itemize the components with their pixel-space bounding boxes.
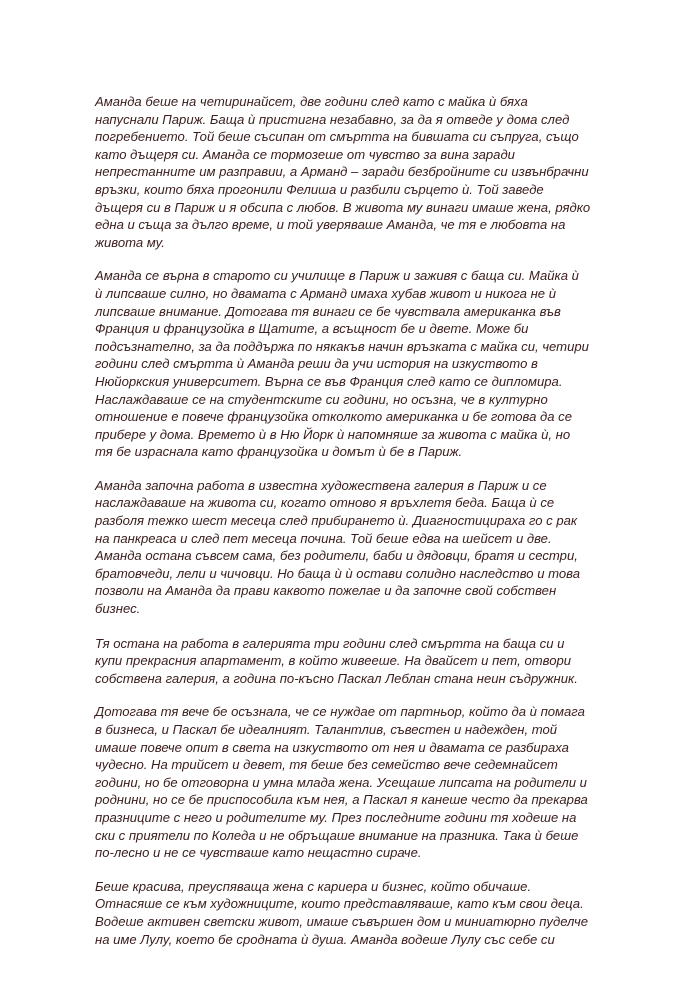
paragraph-5: Дотогава тя вече бе осъзнала, че се нуждае от партньор, който да ѝ помага в бизнеса, и Паскал бе идеалният. Талантлив, съвестен и надежден, той имаше повече опит в света на изкуството от нея и двамата се разбираха чудесно. На трийсет и девет, тя беше без семейство вече седемнайсет години, но бе отговорна и умна млада жена. Усещаше липсата на родители и роднини, но се бе приспособила към нея, а Паскал я канеше често да прекарва празниците с него и родителите му. През последните години тя ходеше на ски с приятели по Коледа и не обръщаше внимание на празника. Така ѝ беше по-лесно и не се чувстваше като нещастно сираче.: [95, 704, 588, 861]
document-body: [95, 93, 606, 964]
paragraph-3: Аманда започна работа в известна художествена галерия в Париж и се наслаждаваше на живота си, когато отново я връхлетя беда. Баща ѝ се разболя тежко шест месеца след прибирането ѝ. Диагностицираха го с рак на панкреаса и след пет месеца почина. Той беше едва на шейсет и две. Аманда остана съвсем сама, без родители, баби и дядовци, братя и сестри, братовчеди, лели и чичовци. Но баща ѝ ѝ остави солидно наследство и това позволи на Аманда да прави каквото пожелае и да започне свой собствен бизнес.: [95, 477, 581, 617]
paragraph-6: Беше красива, преуспяваща жена с кариера и бизнес, който обичаше. Отнасяше се към художниците, които представляваше, като към свои деца. Водеше активен светски живот, имаше съвършен дом и миниатюрно пуделче на име Лулу, което бе сродната ѝ душа. Аманда водеше Лулу със себе си: [95, 878, 589, 947]
paragraph-2: Аманда се върна в старото си училище в Париж и заживя с баща си. Майка ѝ ѝ липсваше силно, но двамата с Арманд имаха хубав живот и никога не ѝ липсваше внимание. Дотогава тя винаги се бе чувствала американка във Франция и французойка в Щатите, а всъщност бе и двете. Може би подсъзнателно, за да поддържа по някакъв начин връзката с майка си, четири години след смъртта ѝ Аманда реши да учи история на изкуството в Нюйоркския университет. Върна се във Франция след като се дипломира. Наслаждаваше се на студентските си години, но осъзна, че в културно отношение е повече французойка отколкото американка и бе готова да се прибере у дома. Времето ѝ в Ню Йорк ѝ напомняше за живота с майка ѝ, но тя бе израснала като французойка и домът ѝ бе в Париж.: [95, 268, 589, 460]
paragraph-1: Аманда беше на четиринайсет, две години след като с майка ѝ бяха напуснали Париж. Баща ѝ пристигна незабавно, за да я отведе у дома след погребението. Той беше съсипан от смъртта на бившата си съпруга, също като дъщеря си. Аманда се тормозеше от чувство за вина заради непрестанните им разправии, а Арманд – заради безбройните си извънбрачни връзки, които бяха прогонили Фелиша и разбили сърцето ѝ. Той заведе дъщеря си в Париж и я обсипа с любов. В живота му винаги имаше жена, рядко една и съща за дълго време, и той уверяваше Аманда, че тя е любовта на живота му.: [95, 94, 591, 250]
paragraph-4: Тя остана на работа в галерията три години след смъртта на баща си и купи прекрасния апартамент, в който живееше. На двайсет и пет, отвори собствена галерия, а година по-късно Паскал Леблан стана неин съдружник.: [95, 635, 578, 686]
